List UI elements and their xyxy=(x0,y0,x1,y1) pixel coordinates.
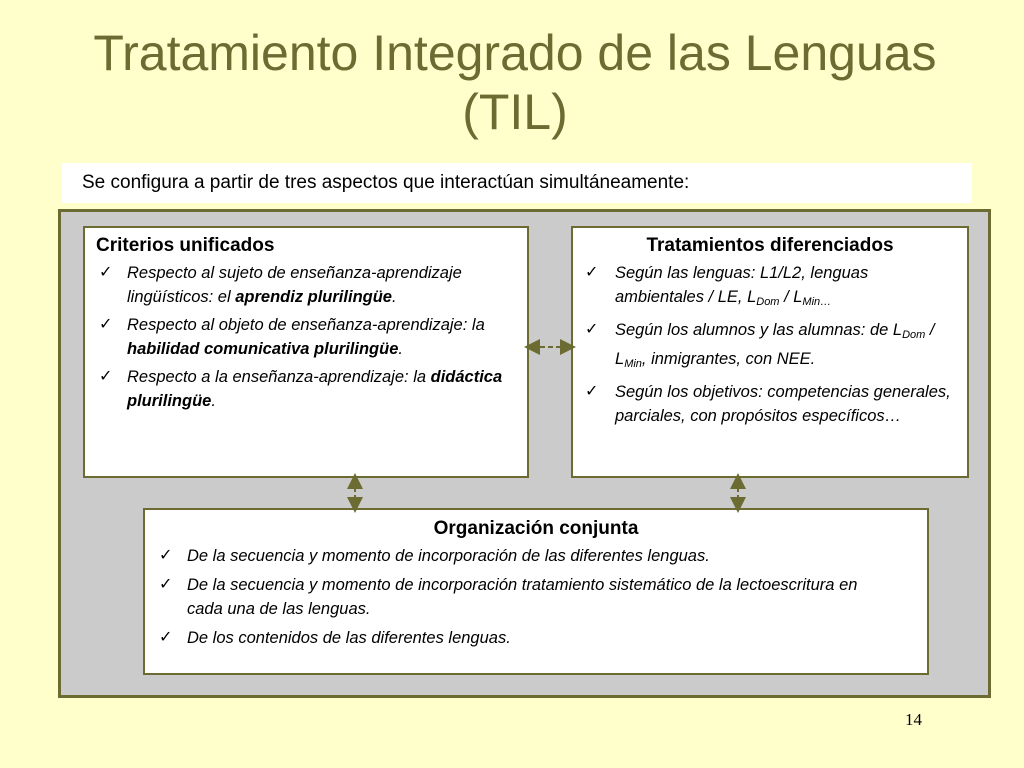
tratamientos-item-2 xyxy=(573,318,967,376)
slide-title: Tratamiento Integrado de las Lenguas (TIL) xyxy=(93,25,937,140)
criterios-item-3-text: Respecto a la enseñanza-aprendizaje: la xyxy=(127,368,431,386)
criterios-item-2-text: Respecto al objeto de enseñanza-aprendizaje: la xyxy=(127,316,485,334)
page-number: 14 xyxy=(905,710,922,729)
criterios-heading: Criterios unificados xyxy=(96,235,275,256)
check-icon: ✓ xyxy=(99,368,113,385)
tratamientos-item-2-end: , inmigrantes, con NEE. xyxy=(641,350,816,368)
organizacion-item-2 xyxy=(145,573,927,621)
subscript-dom: Dom xyxy=(902,329,926,341)
criterios-list xyxy=(85,261,527,413)
tratamientos-heading: Tratamientos diferenciados xyxy=(646,235,894,256)
criterios-item-1 xyxy=(85,261,527,309)
criterios-item-3-suffix: . xyxy=(211,392,216,410)
check-icon: ✓ xyxy=(585,264,599,281)
criterios-unificados-box xyxy=(83,226,529,478)
criterios-item-2-bold: habilidad comunicativa plurilingüe xyxy=(127,340,399,358)
organizacion-item-2-text: De la secuencia y momento de incorporación tratamiento sistemático de la lectoescritura en cada una de las lenguas. xyxy=(187,576,858,618)
criterios-item-1-bold: aprendiz plurilingüe xyxy=(235,288,392,306)
organizacion-list xyxy=(145,544,927,650)
check-icon: ✓ xyxy=(99,264,113,281)
criterios-item-3-bold: didáctica plurilingüe xyxy=(127,368,503,410)
organizacion-heading: Organización conjunta xyxy=(433,518,639,539)
subscript-dom: Dom xyxy=(756,296,780,308)
subtitle-box xyxy=(62,163,972,203)
tratamientos-item-3 xyxy=(573,380,967,428)
check-icon: ✓ xyxy=(585,383,599,400)
tratamientos-item-1 xyxy=(573,261,967,314)
check-icon: ✓ xyxy=(585,321,599,338)
tratamientos-diferenciados-box xyxy=(571,226,969,478)
tratamientos-item-2-mid: / L xyxy=(615,321,935,368)
criterios-item-2-suffix: . xyxy=(398,340,403,358)
organizacion-item-3 xyxy=(145,626,927,650)
criterios-item-2 xyxy=(85,313,527,361)
tratamientos-item-1-text: Según las lenguas: L1/L2, lenguas ambientales / LE, L xyxy=(615,264,869,306)
check-icon: ✓ xyxy=(159,576,173,593)
organizacion-item-1-text: De la secuencia y momento de incorporación de las diferentes lenguas. xyxy=(187,547,710,565)
subtitle-text: Se configura a partir de tres aspectos que interactúan simultáneamente: xyxy=(82,172,690,193)
organizacion-item-3-text: De los contenidos de las diferentes lenguas. xyxy=(187,629,511,647)
criterios-item-3 xyxy=(85,365,527,413)
organizacion-conjunta-box xyxy=(143,508,929,675)
subscript-min: Min… xyxy=(802,296,832,308)
subscript-min: Min xyxy=(624,358,642,370)
tratamientos-item-1-mid: / L xyxy=(779,288,803,306)
criterios-item-1-text: Respecto al sujeto de enseñanza-aprendizaje lingüísticos: el xyxy=(127,264,462,306)
check-icon: ✓ xyxy=(99,316,113,333)
tratamientos-item-3-text: Según los objetivos: competencias generales, parciales, con propósitos específicos… xyxy=(615,383,951,425)
tratamientos-list xyxy=(573,261,967,428)
tratamientos-item-2-text: Según los alumnos y las alumnas: de L xyxy=(615,321,903,339)
organizacion-item-1 xyxy=(145,544,927,568)
criterios-item-1-suffix: . xyxy=(391,288,397,306)
check-icon: ✓ xyxy=(159,547,173,564)
check-icon: ✓ xyxy=(159,629,173,646)
